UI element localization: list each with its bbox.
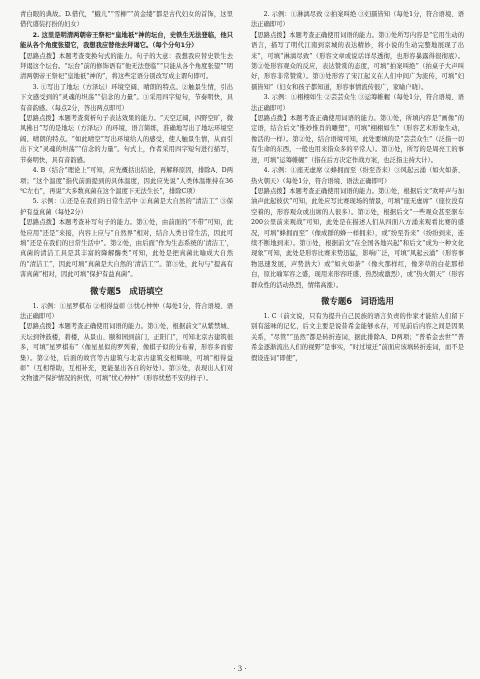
right-column (251, 10, 464, 385)
section-heading-5: 微专题5 成语填空 (90, 285, 163, 296)
answer-paragraph: 5. 示例：①还是在我们的日常生活中 ②真菌是大自然的“清洁工” ③保护有益真菌（每处2分） (20, 198, 233, 216)
answer-paragraph: 【思路点拨】本题考查赏析句子表达效果的能力。“天空辽阔，四野空旷，微风拂日”写的是地坛（方泽坛）的环境，语言简练，准确地写出了地坛环境空阔、晴朗的特点。“如此晴空”写出环境给人的感受，使人触景生情，从而引出下文“灵魂的坦荡”“信念的力量”。句式上，作者采用四字短句进行描写，节奏明快，具有音韵感。 (20, 115, 233, 164)
answer-paragraph: 【思路点拨】本题考查变换句式的能力。句子的大意：我想我应替史铁生去拜谒这个坛台。“坛台”前的修饰语有“他无法登临”“只能从各个角度张望”“明清两朝帝王祭祀“皇地祇”神的”，将这些定语分别改写成主谓句即可。 (20, 52, 233, 81)
answer-paragraph: 3. 示例：①栩栩如生 ②芸芸众生 ③运筹帷幄（每处1分，符合语境、语法正确即可） (251, 94, 464, 112)
answer-paragraph: 4. B（结合“理论上”可知，应先概括出结论，再解释原因，排除A、D两项；“这个温度”指代前面提到的具体温度，因此应先说“人类体温维持在36 ℃左右”，再说“大多数真菌在这个温度下无法生长”，排除C项） (20, 167, 233, 195)
answer-paragraph: 【思路点拨】本题考查正确使用词语的能力。第①处，所填内容是“画像”的定语，结合后文“惟妙惟肖的雕塑”，可填“栩栩如生”（形容艺术形象生动，像活的一样）。第②处，结合语境可知，此处要填的是“芸芸众生”（泛指一切有生命的东西，一般也用来指众多的平常人）。第③处，所写的是周亮工的事迹，可填“运筹帷幄”（指在后方决定作战方案，也泛指主持大计）。 (251, 115, 464, 164)
section-heading-6: 微专题6 词语选用 (321, 295, 394, 306)
answer-paragraph: 3. ①写出了地坛（方泽坛）环境空阔、晴朗的特点。②触景生情，引出下文感受到的“灵魂的坦荡”“信念的力量”。③采用四字短句，节奏明快，具有音韵感。（每点2分，答出两点即可） (20, 83, 233, 112)
answer-paragraph: 【思路点拨】本题考查补写句子的能力。第①处，由前面的“不带”可知，此处应用“还是”来接，内容上应与“自然界”相对，结合人类日常生活，因此可填“还是在我们的日常生活中”。第②处，由后面“作为生态系统的‘清洁工’，真菌的清洁工具是其丰富的降解酶类”可知，此处是把真菌比喻成大自然的“清洁工”，因此可填“真菌是大自然的‘清洁工’”。第③处，此句与“提高有害真菌”相对，因此可填“保护有益真菌”。 (20, 219, 233, 279)
answer-paragraph: 2. 示例：①淋漓尽致 ②拍案叫绝 ③妇孺皆知（每处1分，符合语境、语法正确即可） (251, 11, 464, 29)
answer-paragraph: 4. 示例：①座无虚席 ②蜂拥而至（纷至沓来）③风起云涌（如火如荼、热火朝天）（每处1分，符合语境、语法正确即可） (251, 167, 464, 185)
answer-paragraph: 【思路点拨】本题考查正确使用词语的能力。第①处，根据后文“欢呼声与加油声此起彼伏”可知，此处应写比赛现场的情景，可填“座无虚席”（座位没有空着的，形容观众或出席的人很多）。第②处，根据后文“一些观众甚至驱车200公里前来观战”可知，此处是在描述人们从四面八方涌来观看比赛的盛况，可填“蜂拥而至”（像成群的蜂一样拥来），或“纷至沓来”（纷纷到来，连续不断地到来）。第③处，根据前文“在全国各地兴起”和后文“成为一种文化现象”可知，此处是形容比赛来势迅猛，影响广泛，可填“风起云涌”（形容事物迅速发展，声势浩大）或“如火如荼”（像火那样红，像茅草的白花那样白，原比喻军容之盛，现用来形容旺盛、热烈或激烈），或“热火朝天”（形容群众性的活动热烈，情绪高涨）。 (251, 187, 464, 289)
left-column (20, 10, 233, 385)
answer-paragraph: 【思路点拨】本题考查正确使用词语的能力。第①处所写内容是“它用生动的语言，描写了明代江南到京城的表达精妙，将小说的生动完整地展现了出来”，可填“淋漓尽致”（形容文章或说话详尽透彻，也形容暴露得很彻底）。第②处形容观众的反应，表达赞赏的态度，可填“拍案叫绝”（拍桌子大声叫好，形容非常赞赏）。第③处形容了宋江起义在人们中间广为流传，可填“妇孺皆知”（妇女和孩子都知道，形容事情流传很广，家喻户晓）。 (251, 31, 464, 91)
answer-paragraph: 1. 示例：①星罗棋布 ②相得益彰 ③忧心忡忡（每处1分，符合语境、语法正确即可） (20, 302, 233, 320)
answer-paragraph: 青白眼的典故。D.借代，“蛾儿”“雪柳”“黄金缕”都是古代妇女的首饰，这里借代盛装打扮的妇女） (20, 11, 233, 29)
answer-paragraph: 2. 这里是明清两朝帝王祭祀“皇地祇”神的坛台，史铁生无法登临，他只能从各个角度张望它，我想我应替他去拜谒它。（每个分句1分） (20, 31, 233, 50)
answer-paragraph: 【思路点拨】本题考查正确使用词语的能力。第①处，根据前文“从紫禁城、天坛到钟鼓楼，碧楼，从景山、颐和园到前门，正阳门”，可知北京古建筑很多，可填“星罗棋布”（像星星似的罗列着，像棋子似的分布着，形容多而密集）。第②处，后面的故宫等古建筑与北京古建筑交相辉映，可填“相得益彰”（互相帮助，互相补充，更能显出各自的好处）。第③处，表现出人们对文物遗产保护情况的担忧，可填“忧心忡忡”（形容忧愁不安的样子）。 (20, 323, 233, 383)
page-number: · 3 · (233, 665, 247, 673)
answer-paragraph: 1. C（前文说，只有为提升自己民族的语言负责的作家才能给人们留下别有滋味的记忆，后文主要是说昔希金能够永存，可见前后内容之间是因果关系，“尽管”“虽然”都是转折连词，据此排除A、D两项；“普希金去世”“普希金逐渐流出人们的视野”是事实，“时过境迁”前面应该填转折连词，而不是假设连词“即使”， (251, 312, 464, 362)
